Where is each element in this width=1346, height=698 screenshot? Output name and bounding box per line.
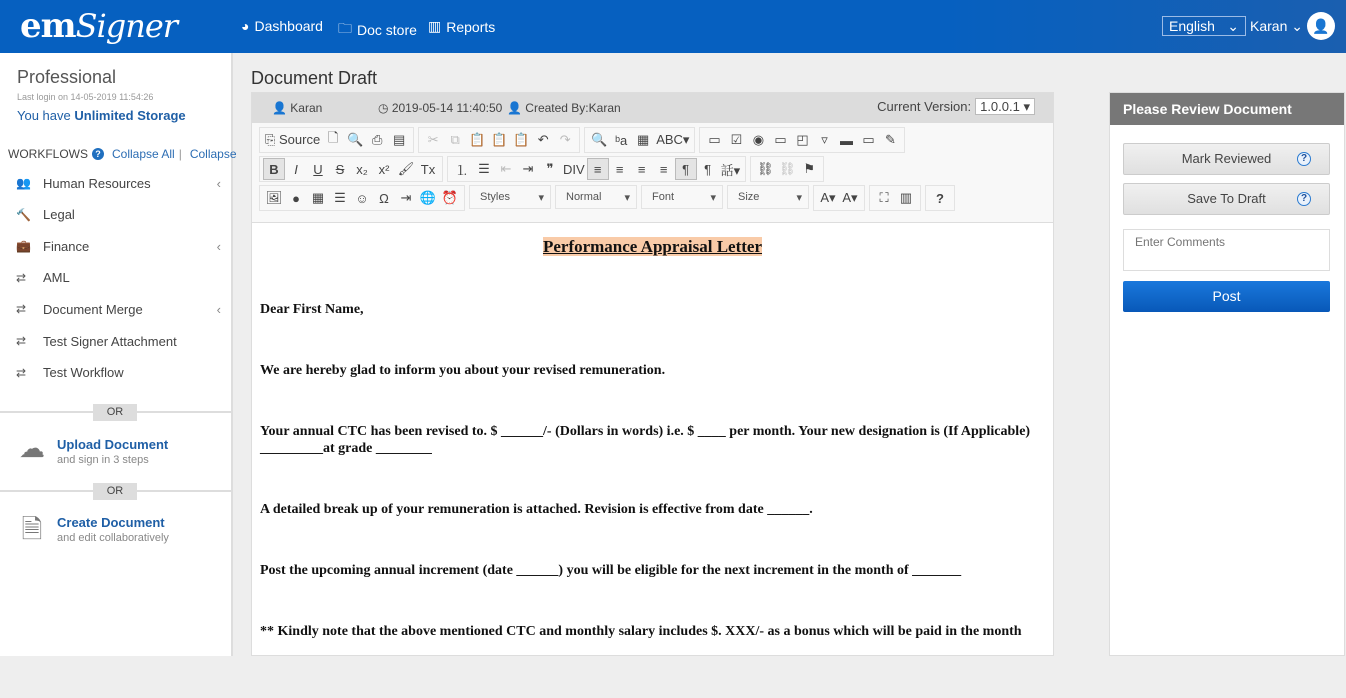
select-button[interactable]: ▿ bbox=[821, 132, 828, 147]
find-button[interactable]: 🔍 bbox=[591, 132, 608, 147]
underline-button[interactable]: U bbox=[313, 161, 323, 177]
datetime: ◷ 2019-05-14 11:40:50 bbox=[378, 101, 503, 115]
smiley-button[interactable]: ☺ bbox=[355, 190, 369, 206]
page-title: Document Draft bbox=[251, 68, 378, 88]
sidebar-item-test-workflow[interactable] bbox=[16, 361, 221, 385]
numbered-list-button[interactable]: ⒈ bbox=[455, 162, 469, 178]
sidebar bbox=[0, 53, 237, 656]
size-dropdown[interactable]: Size ▾ bbox=[727, 185, 809, 209]
align-left-button[interactable]: ≡ bbox=[587, 158, 609, 180]
workflow-icon: 🔨 bbox=[16, 207, 31, 222]
new-page-button[interactable]: 🗋 bbox=[327, 130, 339, 145]
help-icon[interactable]: ? bbox=[1297, 192, 1311, 206]
last-login: Last login on 14-05-2019 11:54:26 bbox=[17, 92, 154, 102]
image-button[interactable]: 🖼 bbox=[265, 190, 283, 205]
chevron-left-icon: ‹ bbox=[216, 301, 221, 317]
copy-format-button[interactable]: 🖌 bbox=[397, 161, 415, 176]
iframe-button[interactable]: 🌐 bbox=[419, 190, 437, 205]
strike-button[interactable]: S bbox=[335, 161, 345, 177]
toolbar-group bbox=[259, 156, 443, 182]
hidden-field-button[interactable]: ✎ bbox=[885, 132, 896, 147]
document-paragraph: Post the upcoming annual increment (date ______) you will be eligible for the next increment in the month of _______ bbox=[260, 563, 962, 578]
sidebar-item-label: Document Merge bbox=[43, 301, 143, 317]
document-editor bbox=[251, 92, 1054, 656]
editor-toolbar bbox=[252, 123, 1053, 223]
mark-reviewed-button[interactable]: Mark Reviewed ? bbox=[1123, 143, 1330, 175]
created-by: 👤 Created By:Karan bbox=[507, 101, 621, 115]
unlink-button[interactable]: ⛓ bbox=[778, 161, 796, 176]
maximize-button[interactable]: ⛶ bbox=[879, 190, 889, 205]
nav-doc-store[interactable]: 🗀 Doc store bbox=[338, 18, 417, 42]
nav-dashboard[interactable]: ◕ Dashboard bbox=[241, 18, 323, 34]
help-button[interactable]: ? bbox=[936, 190, 944, 206]
plan-name: Professional bbox=[17, 67, 117, 87]
copy-button[interactable]: ⧉ bbox=[450, 132, 460, 147]
show-blocks-button[interactable]: ▥ bbox=[899, 190, 913, 205]
imagebutton-button[interactable]: ▭ bbox=[862, 132, 875, 147]
collapse-all-link[interactable]: Collapse All bbox=[112, 147, 175, 161]
collapse-link[interactable]: Collapse bbox=[189, 147, 237, 161]
language-select[interactable]: English ⌄ bbox=[1162, 16, 1246, 36]
bg-color-button[interactable]: A▾ bbox=[842, 190, 858, 205]
redo-button[interactable]: ↷ bbox=[559, 132, 571, 147]
format-dropdown[interactable]: Normal ▾ bbox=[555, 185, 637, 209]
sidebar-item-label: Finance bbox=[43, 238, 90, 254]
sidebar-item-aml[interactable] bbox=[16, 266, 221, 290]
toolbar-group bbox=[418, 127, 580, 153]
paste-text-button[interactable]: 📋 bbox=[491, 132, 508, 147]
top-header bbox=[0, 0, 1346, 53]
form-button[interactable]: ▭ bbox=[708, 132, 721, 147]
dashboard-icon: ◕ bbox=[241, 18, 250, 34]
toolbar-group bbox=[699, 127, 905, 153]
toolbar-group bbox=[584, 127, 695, 153]
anchor-button[interactable]: ⚑ bbox=[803, 161, 816, 176]
blockquote-button[interactable]: ❞ bbox=[546, 161, 554, 176]
hr-button[interactable]: ☰ bbox=[334, 190, 346, 205]
chevron-left-icon: ‹ bbox=[216, 238, 221, 254]
document-content[interactable] bbox=[252, 223, 1053, 698]
sidebar-item-test-signer-attachment[interactable] bbox=[16, 329, 221, 353]
print-button[interactable]: ⎙ bbox=[372, 132, 383, 147]
language-button[interactable]: 話▾ bbox=[720, 162, 741, 178]
document-meta-bar bbox=[252, 93, 1053, 123]
workflow-icon: ⇄ bbox=[16, 270, 27, 285]
toolbar-group bbox=[259, 127, 414, 153]
post-button[interactable]: Post bbox=[1123, 281, 1330, 312]
review-panel bbox=[1109, 92, 1345, 656]
help-icon[interactable]: ? bbox=[1297, 152, 1311, 166]
font-dropdown[interactable]: Font ▾ bbox=[641, 185, 723, 209]
subscript-button[interactable]: x₂ bbox=[356, 161, 368, 177]
emsigner-logo[interactable]: emSigner bbox=[20, 6, 178, 46]
author: 👤 Karan bbox=[272, 101, 323, 115]
cloud-upload-icon: ☁ bbox=[19, 433, 45, 463]
toolbar-group bbox=[447, 156, 746, 182]
workflow-icon: ⇄ bbox=[16, 365, 27, 380]
page-break-button[interactable]: ⇥ bbox=[400, 190, 412, 205]
replace-button[interactable]: ᵇa bbox=[615, 132, 628, 148]
sidebar-item-label: Test Signer Attachment bbox=[43, 333, 177, 349]
spellcheck-button[interactable]: ABC▾ bbox=[656, 132, 690, 147]
sidebar-item-label: Human Resources bbox=[43, 175, 151, 191]
undo-button[interactable]: ↶ bbox=[537, 132, 549, 147]
outdent-button[interactable]: ⇤ bbox=[500, 161, 512, 176]
document-paragraph: Your annual CTC has been revised to. $ ______/- (Dollars in words) i.e. $ ____ per month. Your new designation is (If Applicable) _________at grade ________ bbox=[260, 424, 1031, 456]
italic-button[interactable]: I bbox=[294, 161, 298, 177]
button-button[interactable]: ▬ bbox=[839, 132, 853, 148]
radio-button[interactable]: ◉ bbox=[752, 132, 765, 147]
sidebar-item-legal[interactable] bbox=[16, 203, 221, 227]
review-panel-title: Please Review Document bbox=[1110, 93, 1344, 125]
sidebar-item-label: Test Workflow bbox=[43, 365, 124, 381]
folder-icon: 🗀 bbox=[338, 20, 352, 36]
align-right-button[interactable]: ≡ bbox=[637, 161, 646, 177]
div-button[interactable]: DIV bbox=[563, 161, 585, 177]
save-to-draft-button[interactable]: Save To Draft ? bbox=[1123, 183, 1330, 215]
create-document-link[interactable]: 🗎 Create Document and edit collaboratively bbox=[16, 511, 169, 544]
bulleted-list-button[interactable]: ☰ bbox=[478, 161, 490, 176]
nav-reports[interactable]: ▥ Reports bbox=[428, 18, 496, 35]
remove-format-button[interactable]: Tx bbox=[420, 161, 436, 177]
link-button[interactable]: ⛓ bbox=[756, 161, 774, 176]
source-button[interactable]: ⎘ Source bbox=[265, 132, 321, 147]
styles-dropdown[interactable]: Styles ▾ bbox=[469, 185, 551, 209]
special-char-button[interactable]: Ω bbox=[379, 190, 389, 206]
sidebar-item-label: AML bbox=[43, 270, 70, 286]
sidebar-item-document-merge[interactable] bbox=[16, 297, 221, 321]
user-menu[interactable]: Karan ⌄ bbox=[1250, 18, 1303, 34]
document-paragraph: ** Kindly note that the above mentioned CTC and monthly salary includes $. XXX/- as a bonus which will be paid in the month bbox=[260, 624, 1022, 639]
bar-chart-icon: ▥ bbox=[428, 18, 442, 34]
document-paragraph: We are hereby glad to inform you about your revised remuneration. bbox=[260, 363, 666, 378]
chevron-left-icon: ‹ bbox=[216, 175, 221, 191]
text-color-button[interactable]: A▾ bbox=[820, 190, 836, 205]
textarea-button[interactable]: ◰ bbox=[796, 132, 809, 147]
templates-button[interactable]: ▤ bbox=[393, 132, 406, 147]
preview-button[interactable]: 🔍 bbox=[347, 132, 364, 147]
superscript-button[interactable]: x² bbox=[378, 161, 390, 177]
or-divider: OR bbox=[0, 411, 231, 413]
sidebar-item-human-resources[interactable] bbox=[16, 171, 221, 195]
comments-input[interactable] bbox=[1123, 229, 1330, 271]
cut-button[interactable]: ✂ bbox=[427, 132, 439, 147]
toolbar-group bbox=[750, 156, 824, 182]
align-center-button[interactable]: ≡ bbox=[615, 161, 624, 177]
document-paragraph: A detailed break up of your remuneration is attached. Revision is effective from date ______. bbox=[260, 502, 813, 517]
document-icon: 🗎 bbox=[21, 514, 43, 544]
workflow-icon: ⇄ bbox=[16, 334, 27, 348]
upload-document-link[interactable]: ☁ Upload Document and sign in 3 steps bbox=[16, 433, 168, 466]
ltr-button[interactable]: ¶ bbox=[675, 158, 697, 180]
document-paragraph: Dear First Name, bbox=[260, 302, 364, 317]
paste-button[interactable]: 📋 bbox=[469, 132, 486, 147]
bold-button[interactable]: B bbox=[263, 158, 285, 180]
textfield-button[interactable]: ▭ bbox=[774, 132, 787, 147]
paste-word-button[interactable]: 📋 bbox=[513, 132, 530, 147]
document-heading: Performance Appraisal Letter bbox=[542, 237, 763, 256]
select-all-button[interactable]: ▦ bbox=[637, 132, 650, 147]
justify-button[interactable]: ≡ bbox=[659, 161, 668, 177]
chevron-down-icon: ⌄ bbox=[1227, 17, 1239, 34]
workflow-icon: 💼 bbox=[16, 239, 31, 254]
sidebar-item-finance[interactable] bbox=[16, 234, 221, 258]
workflow-icon: ⇄ bbox=[16, 302, 27, 317]
workflows-header: WORKFLOWS ? Collapse All | Collapse bbox=[8, 147, 237, 161]
avatar-user-icon[interactable]: 👤 bbox=[1307, 12, 1335, 40]
workflow-icon: 👥 bbox=[16, 176, 31, 190]
version-select[interactable]: Current Version: 1.0.0.1 ▾ bbox=[877, 98, 1035, 115]
indent-button[interactable]: ⇥ bbox=[522, 161, 534, 176]
sidebar-item-label: Legal bbox=[43, 207, 75, 223]
checkbox-button[interactable]: ☑ bbox=[730, 132, 743, 147]
timestamp-button[interactable]: ⏰ bbox=[441, 190, 459, 205]
help-icon[interactable]: ? bbox=[92, 148, 104, 160]
or-divider: OR bbox=[0, 490, 231, 492]
table-button[interactable]: ▦ bbox=[311, 190, 325, 205]
flash-button[interactable]: ● bbox=[292, 190, 300, 206]
storage-info: You have Unlimited Storage bbox=[17, 108, 186, 123]
rtl-button[interactable]: ¶ bbox=[704, 161, 712, 177]
